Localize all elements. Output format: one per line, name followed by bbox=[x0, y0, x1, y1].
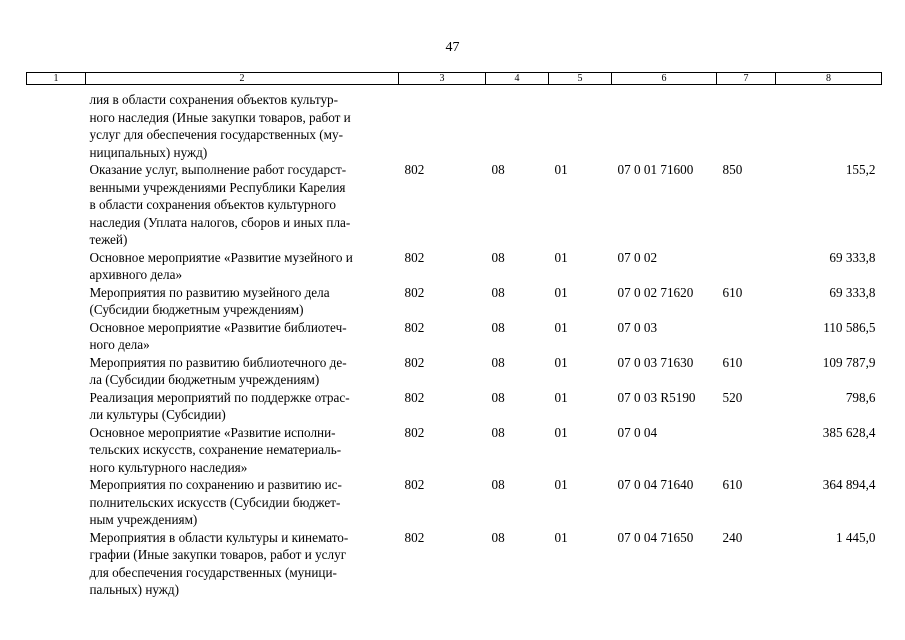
cell-ministry bbox=[399, 85, 486, 162]
cell-target-article: 07 0 03 bbox=[617, 319, 658, 335]
cell-target-article: 07 0 04 71640 bbox=[617, 477, 694, 492]
budget-table bbox=[26, 72, 882, 599]
table-row bbox=[27, 354, 882, 389]
table-row bbox=[27, 249, 882, 284]
cell-amount: 364 894,4 bbox=[822, 477, 876, 492]
cell-amount: 385 628,4 bbox=[822, 424, 876, 440]
cell-ministry: 802 bbox=[404, 477, 425, 492]
cell-expense-type bbox=[717, 249, 776, 284]
cell-subsection: 01 bbox=[554, 424, 568, 440]
cell-subsection: 01 bbox=[554, 354, 568, 370]
cell-ministry: 802 bbox=[404, 249, 425, 265]
cell-ministry: 802 bbox=[404, 354, 425, 370]
cell-name: Мероприятия в области культуры и кинемато- графии (Иные закупки товаров, работ и услуг для обеспечения государственных (муници- пальных) нужд) bbox=[89, 529, 349, 597]
cell-expense-type: 610 bbox=[722, 354, 743, 370]
cell-target-article: 07 0 04 71650 bbox=[617, 529, 694, 545]
cell-subsection: 01 bbox=[554, 284, 568, 300]
cell-ministry: 802 bbox=[404, 529, 425, 545]
cell-name: Мероприятия по развитию библиотечного де- ла (Субсидии бюджетным учреждениям) bbox=[89, 354, 347, 387]
cell-amount: 109 787,9 bbox=[822, 354, 876, 370]
table-row bbox=[27, 389, 882, 424]
cell-name: Мероприятия по развитию музейного дела (Субсидии бюджетным учреждениям) bbox=[89, 284, 330, 317]
cell-number bbox=[27, 354, 86, 389]
column-header-1: 1 bbox=[27, 73, 86, 85]
cell-ministry: 802 bbox=[404, 284, 425, 300]
cell-amount: 1 445,0 bbox=[835, 529, 876, 545]
table-header-row bbox=[27, 73, 882, 85]
table-row bbox=[27, 529, 882, 599]
cell-section: 08 bbox=[491, 389, 505, 405]
cell-target-article: 07 0 01 71600 bbox=[617, 162, 694, 177]
cell-amount: 69 333,8 bbox=[829, 284, 876, 300]
cell-ministry: 802 bbox=[404, 319, 425, 335]
table-body bbox=[27, 85, 882, 599]
cell-section: 08 bbox=[491, 424, 505, 440]
cell-number bbox=[27, 389, 86, 424]
cell-section: 08 bbox=[491, 249, 505, 265]
cell-subsection: 01 bbox=[554, 162, 568, 177]
table-row bbox=[27, 161, 882, 249]
cell-number bbox=[27, 249, 86, 284]
cell-ministry: 802 bbox=[404, 424, 425, 440]
cell-name: Основное мероприятие «Развитие музейного и архивного дела» bbox=[89, 249, 353, 282]
cell-name: Основное мероприятие «Развитие библиотеч- ного дела» bbox=[89, 319, 347, 352]
cell-ministry: 802 bbox=[404, 162, 425, 177]
column-header-7: 7 bbox=[717, 73, 776, 85]
table-row bbox=[27, 319, 882, 354]
cell-name: Основное мероприятие «Развитие исполни- тельских искусств, сохранение нематериаль- ного культурного наследия» bbox=[89, 424, 342, 475]
cell-expense-type: 240 bbox=[722, 529, 743, 545]
cell-number bbox=[27, 424, 86, 477]
cell-section: 08 bbox=[491, 477, 505, 492]
column-header-6: 6 bbox=[612, 73, 717, 85]
column-header-2: 2 bbox=[86, 73, 399, 85]
cell-section: 08 bbox=[491, 162, 505, 177]
cell-expense-type: 610 bbox=[722, 284, 743, 300]
cell-number bbox=[27, 319, 86, 354]
cell-subsection bbox=[549, 85, 612, 162]
cell-name: Реализация мероприятий по поддержке отрас- ли культуры (Субсидии) bbox=[89, 389, 350, 422]
table-row bbox=[27, 476, 882, 529]
cell-amount: 798,6 bbox=[845, 389, 876, 405]
cell-subsection: 01 bbox=[554, 529, 568, 545]
cell-number bbox=[27, 476, 86, 529]
cell-number bbox=[27, 284, 86, 319]
cell-number bbox=[27, 529, 86, 599]
cell-target-article: 07 0 04 bbox=[617, 424, 658, 440]
cell-name: Мероприятия по сохранению и развитию ис- полнительских искусств (Субсидии бюджет- ным учреждениям) bbox=[89, 477, 342, 527]
cell-section: 08 bbox=[491, 529, 505, 545]
cell-section: 08 bbox=[491, 354, 505, 370]
cell-number bbox=[27, 85, 86, 162]
column-header-8: 8 bbox=[776, 73, 882, 85]
cell-target-article: 07 0 03 R5190 bbox=[617, 389, 696, 405]
cell-expense-type: 610 bbox=[722, 477, 743, 492]
cell-subsection: 01 bbox=[554, 477, 568, 492]
cell-amount bbox=[776, 85, 882, 162]
page-number: 47 bbox=[445, 40, 460, 55]
cell-subsection: 01 bbox=[554, 389, 568, 405]
cell-expense-type bbox=[717, 424, 776, 477]
cell-expense-type: 520 bbox=[722, 389, 743, 405]
cell-amount: 155,2 bbox=[845, 162, 876, 177]
cell-name: Оказание услуг, выполнение работ государст- венными учреждениями Республики Карелия в области сохранения объектов культурного наследия (Уплата налогов, сборов и иных пла- тежей) bbox=[89, 162, 351, 247]
cell-subsection: 01 bbox=[554, 319, 568, 335]
cell-section: 08 bbox=[491, 284, 505, 300]
cell-target-article: 07 0 03 71630 bbox=[617, 354, 694, 370]
cell-ministry: 802 bbox=[404, 389, 425, 405]
column-header-4: 4 bbox=[486, 73, 549, 85]
cell-expense-type: 850 bbox=[722, 162, 743, 177]
cell-section: 08 bbox=[491, 319, 505, 335]
cell-expense-type bbox=[717, 319, 776, 354]
cell-section bbox=[486, 85, 549, 162]
table-row bbox=[27, 284, 882, 319]
cell-amount: 69 333,8 bbox=[829, 249, 876, 265]
cell-number bbox=[27, 161, 86, 249]
cell-subsection: 01 bbox=[554, 249, 568, 265]
table-row bbox=[27, 85, 882, 162]
table-row bbox=[27, 424, 882, 477]
cell-target-article: 07 0 02 71620 bbox=[617, 284, 694, 300]
cell-target-article: 07 0 02 bbox=[617, 249, 658, 265]
column-header-3: 3 bbox=[399, 73, 486, 85]
cell-target-article bbox=[612, 85, 717, 162]
cell-expense-type bbox=[717, 85, 776, 162]
column-header-5: 5 bbox=[549, 73, 612, 85]
cell-name: лия в области сохранения объектов культур- ного наследия (Иные закупки товаров, работ и услуг для обеспечения государственных (му- ниципальных) нужд) bbox=[89, 92, 351, 160]
cell-amount: 110 586,5 bbox=[823, 319, 876, 335]
